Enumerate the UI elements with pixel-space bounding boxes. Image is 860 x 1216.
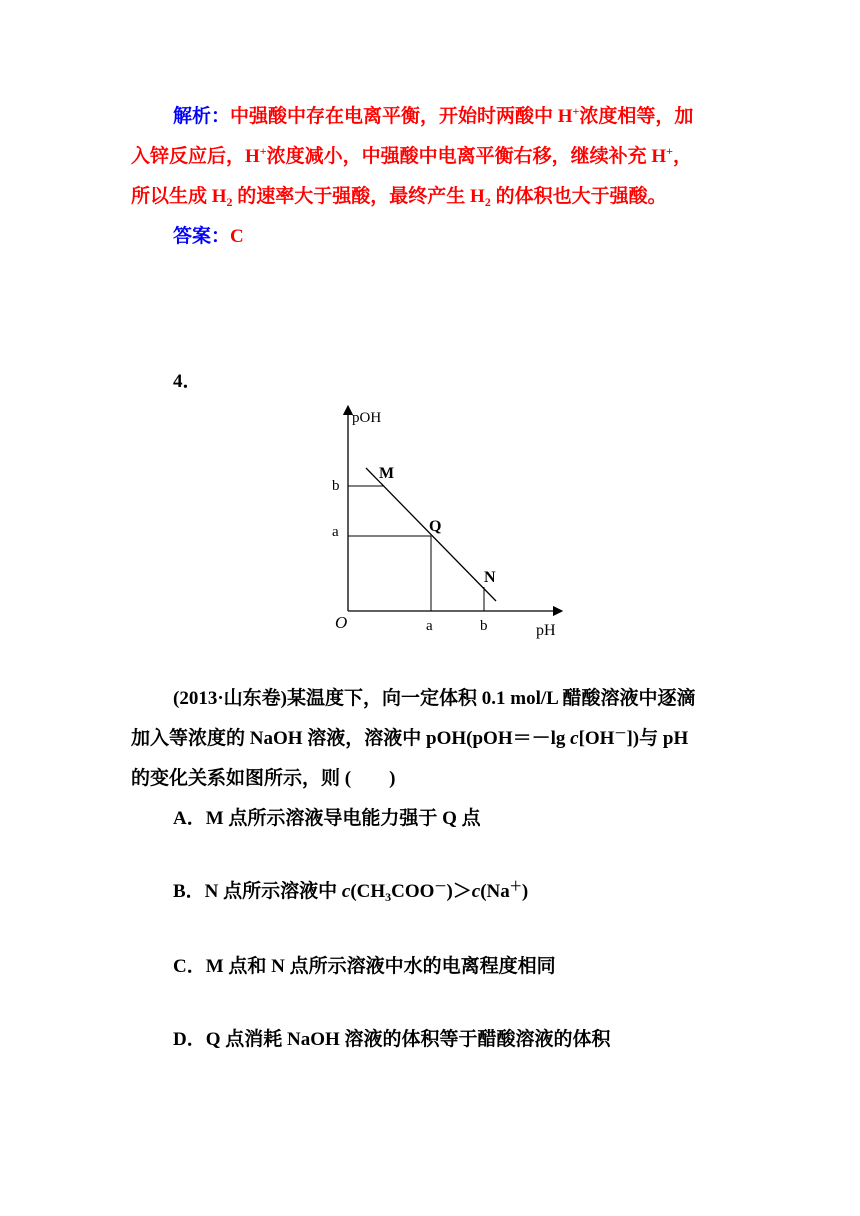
x-tick-a: a: [426, 618, 433, 634]
answer-line: [173, 224, 244, 250]
question-stem-line-1: (2013·山东卷)某温度下，向一定体积 0.1 mol/L 醋酸溶液中逐滴: [173, 688, 696, 709]
point-n-label: N: [484, 569, 496, 586]
analysis-line-2: 入锌反应后，H+浓度减小，中强酸中电离平衡右移，继续补充 H+，: [131, 144, 693, 167]
point-q-label: Q: [429, 518, 442, 535]
answer-value: C: [230, 226, 244, 247]
option-a: A．M 点所示溶液导电能力强于 Q 点: [173, 808, 481, 829]
option-b: B．N 点所示溶液中 $c(CH_3COO^-)>c(Na^+)$: [173, 879, 529, 904]
y-axis-label: pOH: [352, 410, 382, 426]
y-tick-b: b: [332, 478, 340, 494]
point-m-label: M: [379, 465, 395, 482]
analysis-line-3: 所以生成 $H_2$ 的速率大于强酸，最终产生 $H_2$ 的体积也大于强酸。: [131, 186, 667, 209]
question-number: 4．: [173, 371, 202, 392]
x-tick-b: b: [480, 618, 488, 634]
answer-label: 答案：: [173, 226, 231, 247]
analysis-label: 解析：: [173, 106, 231, 127]
ph-poh-graph: [320, 398, 570, 648]
option-d: D．Q 点消耗 NaOH 溶液的体积等于醋酸溶液的体积: [173, 1029, 611, 1050]
x-axis-label: pH: [536, 622, 556, 639]
question-stem-line-2: 加入等浓度的 NaOH 溶液，溶液中 pOH(pOH＝－lg c[OH－])与 pH: [131, 726, 689, 749]
option-c: C．M 点和 N 点所示溶液中水的电离程度相同: [173, 956, 556, 977]
question-stem-line-3: 的变化关系如图所示，则 ( ): [131, 768, 396, 789]
analysis-line-1: 解析：中强酸中存在电离平衡，开始时两酸中 H+浓度相等，加: [173, 104, 694, 127]
y-tick-a: a: [332, 524, 339, 540]
origin-label: O: [335, 613, 348, 632]
